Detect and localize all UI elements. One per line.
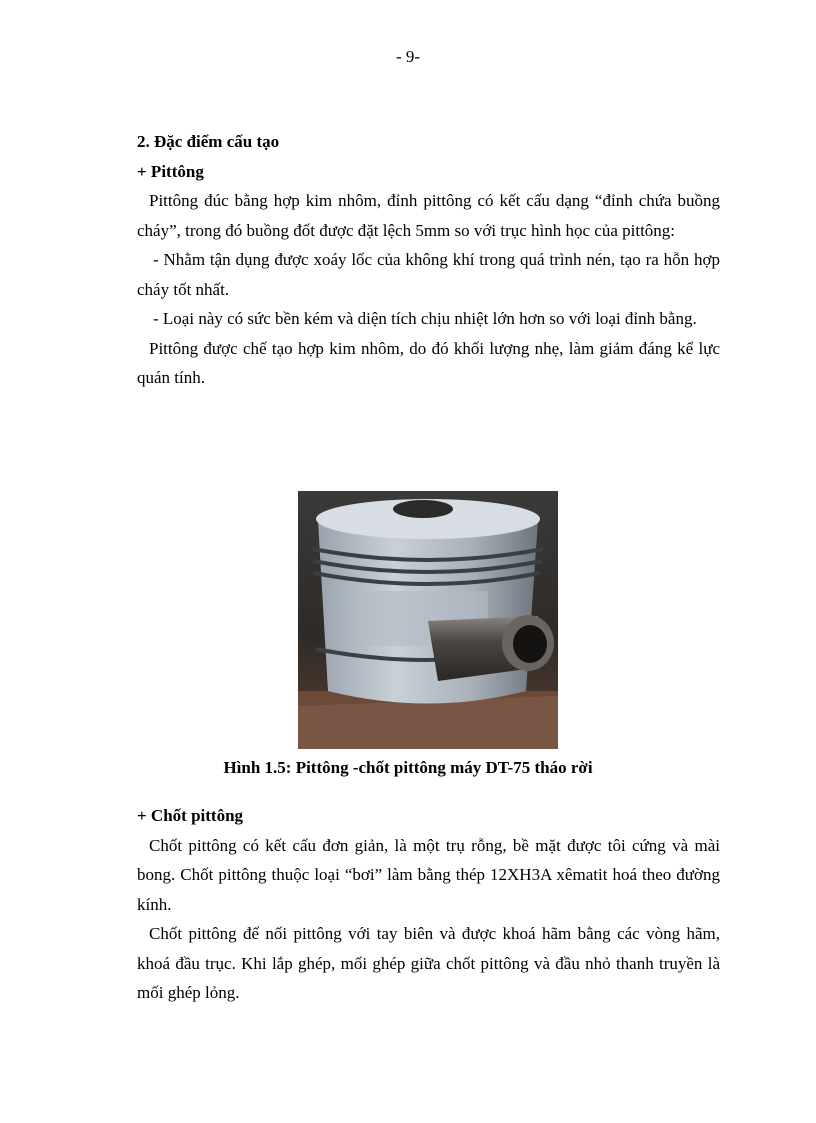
piston-paragraph-3: - Loại này có sức bền kém và diện tích chịu nhiệt lớn hơn so với loại đỉnh bằng. [153, 309, 697, 328]
piston-heading: + Pittông [137, 161, 204, 181]
pin-paragraph-1: Chốt pittông có kết cấu đơn giản, là một trụ rỗng, bề mặt được tôi cứng và mài bong. Chốt pittông thuộc loại “bơi” làm bằng thép 12XH3A xêmatit hoá theo đường kính. [137, 835, 720, 914]
page-number: - 9- [395, 47, 421, 66]
piston-paragraph-2: - Nhằm tận dụng được xoáy lốc của không khí trong quá trình nén, tạo ra hỗn hợp cháy tốt nhất. [137, 250, 720, 299]
pin-heading: + Chốt pittông [137, 806, 244, 825]
pin-section [137, 801, 720, 1008]
figure-caption: Hình 1.5: Pittông -chốt pittông máy DT-75 tháo rời [223, 758, 593, 777]
piston-photo [298, 491, 558, 749]
piston-paragraph-1: Pittông đúc bằng hợp kim nhôm, đỉnh pittông có kết cấu dạng “đỉnh chứa buồng cháy”, trong đó buồng đốt được đặt lệch 5mm so với trục hình học của pittông: [137, 191, 720, 240]
section-heading: 2. Đặc điểm cấu tạo [137, 132, 280, 151]
pin-paragraph-2: Chốt pittông để nối pittông với tay biên và được khoá hãm bằng các vòng hãm, khoá đầu trục. Khi lắp ghép, mối ghép giữa chốt pittông và đầu nhỏ thanh truyền là mối ghép lỏng. [137, 924, 720, 1002]
piston-paragraph-4: Pittông được chế tạo hợp kim nhôm, do đó khối lượng nhẹ, làm giảm đáng kể lực quán tính. [137, 338, 720, 387]
section-content [137, 127, 720, 393]
